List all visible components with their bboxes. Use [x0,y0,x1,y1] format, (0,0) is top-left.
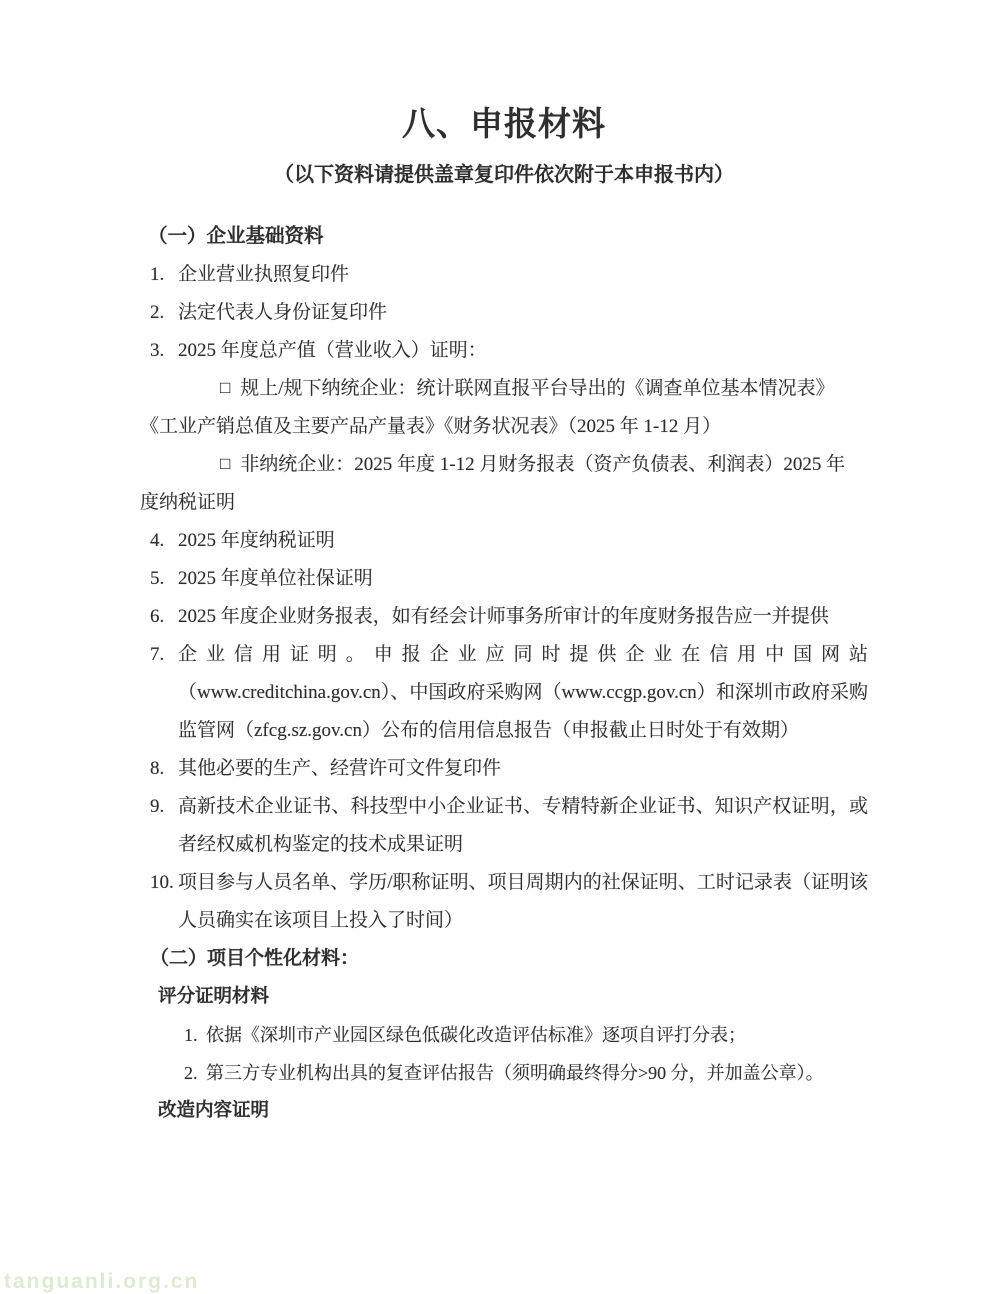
checkbox-option-text-line1: 规上/规下纳统企业：统计联网直报平台导出的《调查单位基本情况表》 [240,378,835,399]
list-item-6 [150,598,868,636]
list-item-number: 10. [150,872,174,893]
list-item-text: 2025 年度单位社保证明 [178,568,373,589]
list-item-number: 3. [150,340,165,361]
list-item-text: 依据《深圳市产业园区绿色低碳化改造评估标准》逐项自评打分表； [206,1025,746,1045]
document-content [0,102,1000,1130]
checkbox-icon: □ [220,378,231,397]
list-item-number: 9. [150,796,165,817]
watermark: tanguanli.org.cn [4,1270,200,1293]
list-item-2 [150,294,868,332]
list-item-4 [150,522,868,560]
section1-heading: （一）企业基础资料 [148,226,324,247]
list-item-text: 其他必要的生产、经营许可文件复印件 [178,758,502,779]
list-item-text: 法定代表人身份证复印件 [178,302,388,323]
list-item-text: 企业营业执照复印件 [178,264,350,285]
list-item-number: 6. [150,606,165,627]
list-item-number: 2. [184,1063,198,1083]
list-item-number: 4. [150,530,165,551]
checkbox-option-statistics [140,370,868,446]
list-item-text: 高新技术企业证书、科技型中小企业证书、专精特新企业证书、知识产权证明，或者经权威机构鉴定的技术成果证明 [178,796,868,855]
score-item-2 [184,1054,868,1092]
list-item-number: 1. [184,1025,198,1045]
list-item-number: 1. [150,264,165,285]
checkbox-option-non-statistics [140,446,868,522]
section2-heading: （二）项目个性化材料： [150,948,360,969]
list-item-text: 2025 年度总产值（营业收入）证明： [178,340,487,361]
list-item-text: 2025 年度纳税证明 [178,530,335,551]
list-item-number: 2. [150,302,165,323]
list-item-1 [150,256,868,294]
score-item-1 [184,1016,868,1054]
list-item-text: 2025 年度企业财务报表，如有经会计师事务所审计的年度财务报告应一并提供 [178,606,829,627]
list-item-3 [150,332,868,370]
checkbox-option-text-line2: 度纳税证明 [140,492,236,513]
list-item-7 [150,636,868,750]
list-item-text: 项目参与人员名单、学历/职称证明、项目周期内的社保证明、工时记录表（证明该人员确实在该项目上投入了时间） [178,872,868,931]
checkbox-icon: □ [220,454,231,473]
list-item-9 [150,788,868,864]
page-subtitle: （以下资料请提供盖章复印件依次附于本申报书内） [274,164,734,186]
list-item-text: 第三方专业机构出具的复查评估报告（须明确最终得分>90 分，并加盖公章）。 [206,1063,824,1083]
list-item-number: 7. [150,644,165,665]
score-materials-heading: 评分证明材料 [158,987,270,1007]
list-item-text: 企业信用证明。申报企业应同时提供企业在信用中国网站（www.creditchina.gov.cn）、中国政府采购网（www.ccgp.gov.cn）和深圳市政府采购监管网（zfcg.sz.gov.cn）公布的信用信息报告（申报截止日时处于有效期） [178,644,868,741]
list-item-number: 5. [150,568,165,589]
page-title: 八、申报材料 [402,107,606,143]
retrofit-content-heading: 改造内容证明 [158,1101,270,1121]
checkbox-option-text-line1: 非纳统企业：2025 年度 1-12 月财务报表（资产负债表、利润表）2025 年 [240,454,846,475]
list-item-8 [150,750,868,788]
checkbox-option-text-line2: 《工业产销总值及主要产品产量表》《财务状况表》（2025 年 1-12 月） [140,416,722,437]
list-item-5 [150,560,868,598]
list-item-number: 8. [150,758,165,779]
list-item-10 [150,864,868,940]
